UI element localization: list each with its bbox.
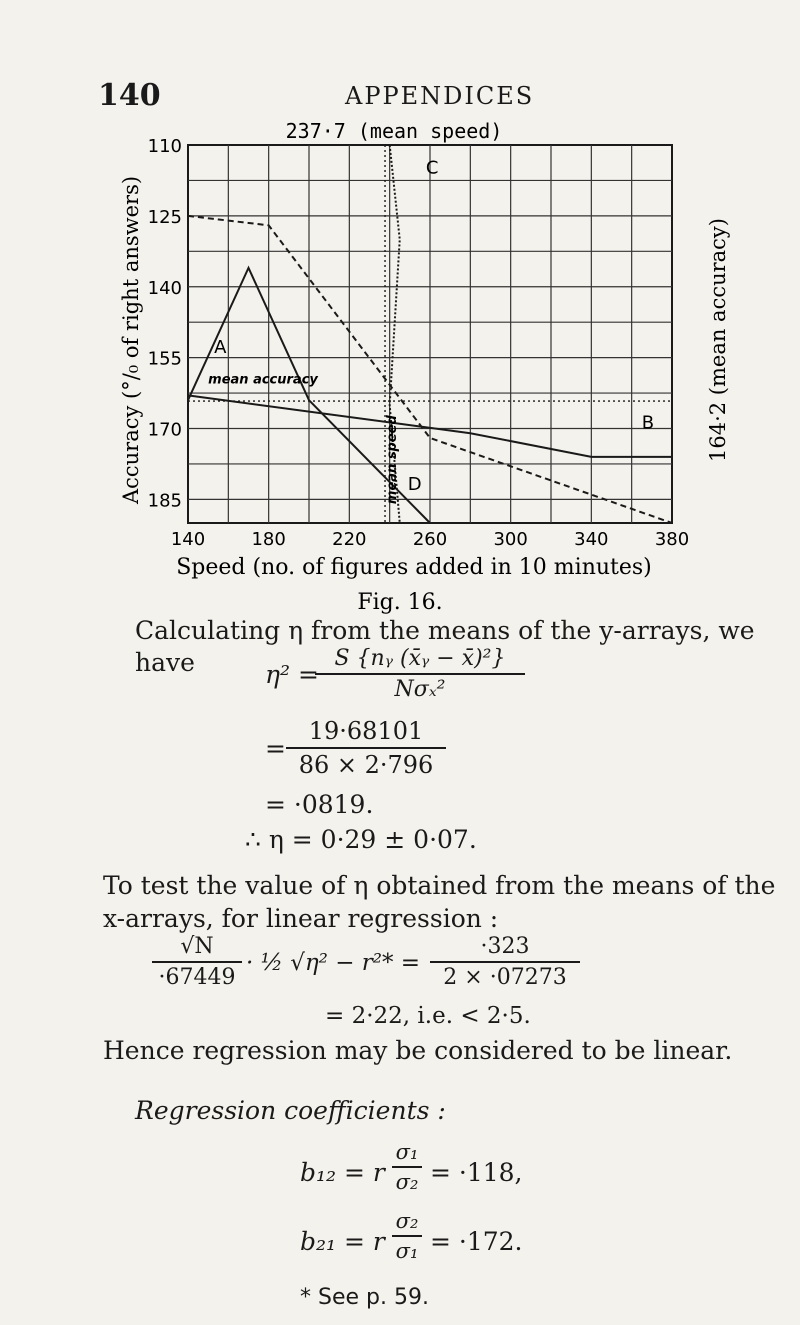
point-label-c: C xyxy=(425,157,439,179)
chart-grid xyxy=(188,145,672,523)
eq6: = 2·22, i.e. < 2·5. xyxy=(325,1003,531,1029)
y-tick-label: 140 xyxy=(147,277,182,299)
paragraph-test-line1: To test the value of η obtained from the means of the xyxy=(103,871,776,900)
eq5-fraction2-denominator: 2 × ·07273 xyxy=(443,965,567,990)
running-head: APPENDICES xyxy=(345,82,535,110)
mean-accuracy-annotation: mean accuracy xyxy=(208,372,318,388)
x-tick-label: 220 xyxy=(332,529,367,550)
x-tick-label: 300 xyxy=(493,529,528,550)
b12-lhs: b₁₂ = r xyxy=(300,1158,385,1187)
paragraph-test-line2: x-arrays, for linear regression : xyxy=(103,904,499,933)
b21-denominator: σ₁ xyxy=(395,1239,419,1263)
chart-title: 237·7 (mean speed) xyxy=(285,119,503,143)
x-tick-label: 340 xyxy=(574,529,609,550)
x-tick-label: 380 xyxy=(654,529,690,550)
b21-fraction xyxy=(392,1209,422,1263)
eq1-fraction xyxy=(315,646,525,702)
eq1-numerator: S {nᵧ (x̄ᵧ − x̄)²} xyxy=(334,646,506,671)
eq5-middle: · ½ √η² − r²* = xyxy=(246,950,421,976)
eq5-fraction2-bar xyxy=(430,961,580,963)
footnote: * See p. 59. xyxy=(300,1285,429,1310)
b12-rhs: = ·118, xyxy=(430,1158,523,1187)
eq3: = ·0819. xyxy=(265,790,374,819)
page-number: 140 xyxy=(98,78,161,113)
eq5-fraction1-bar xyxy=(152,961,242,963)
x-axis-label: Speed (no. of figures added in 10 minutes) xyxy=(176,555,652,580)
y-tick-label: 170 xyxy=(147,419,182,441)
y-axis-label: Accuracy (°/₀ of right answers) xyxy=(119,175,143,505)
figure-16-chart xyxy=(0,0,800,660)
eq1-fraction-bar xyxy=(315,673,525,675)
b21-fraction-bar xyxy=(392,1235,422,1237)
point-label-d: D xyxy=(407,473,422,495)
eq5-fraction2 xyxy=(430,934,580,990)
eq1-denominator: Nσₓ² xyxy=(394,677,446,702)
x-tick-label: 260 xyxy=(412,529,448,550)
eq5-fraction1-numerator: √N xyxy=(180,934,214,959)
eq2-numerator: 19·68101 xyxy=(308,717,424,745)
b21-rhs: = ·172. xyxy=(430,1227,523,1256)
b21-numerator: σ₂ xyxy=(395,1209,419,1233)
eq2-equals: = xyxy=(265,734,286,763)
eq4: ∴ η = 0·29 ± 0·07. xyxy=(245,825,477,854)
mean-accuracy-side-label: 164·2 (mean accuracy) xyxy=(706,218,730,462)
eq5-fraction1 xyxy=(152,934,242,990)
eq2-fraction xyxy=(286,717,446,779)
eq2-fraction-bar xyxy=(286,747,446,749)
paragraph-eta: Calculating η from the means of the y-arrays, we have xyxy=(135,616,755,677)
b12-fraction xyxy=(392,1140,422,1194)
figure-caption: Fig. 16. xyxy=(357,590,443,615)
point-label-a: A xyxy=(214,336,227,358)
eq5-fraction1-denominator: ·67449 xyxy=(158,965,236,990)
b12-numerator: σ₁ xyxy=(395,1140,419,1164)
y-tick-label: 185 xyxy=(147,490,182,512)
eq2-denominator: 86 × 2·796 xyxy=(298,751,434,779)
y-tick-label: 125 xyxy=(147,206,182,228)
eq1-lhs: η² = xyxy=(265,660,319,689)
y-tick-label: 110 xyxy=(147,136,182,157)
eq5-fraction2-numerator: ·323 xyxy=(480,934,530,959)
paragraph-linear: Hence regression may be considered to be linear. xyxy=(103,1036,733,1065)
x-tick-label: 180 xyxy=(251,529,286,550)
y-tick-label: 155 xyxy=(147,348,182,370)
b12-denominator: σ₂ xyxy=(395,1170,419,1194)
mean-speed-annotation: mean speed xyxy=(385,415,401,505)
point-label-b: B xyxy=(641,412,655,434)
regression-heading: Regression coefficients : xyxy=(135,1096,446,1125)
b12-fraction-bar xyxy=(392,1166,422,1168)
x-tick-label: 140 xyxy=(170,529,206,550)
b21-lhs: b₂₁ = r xyxy=(300,1227,385,1256)
